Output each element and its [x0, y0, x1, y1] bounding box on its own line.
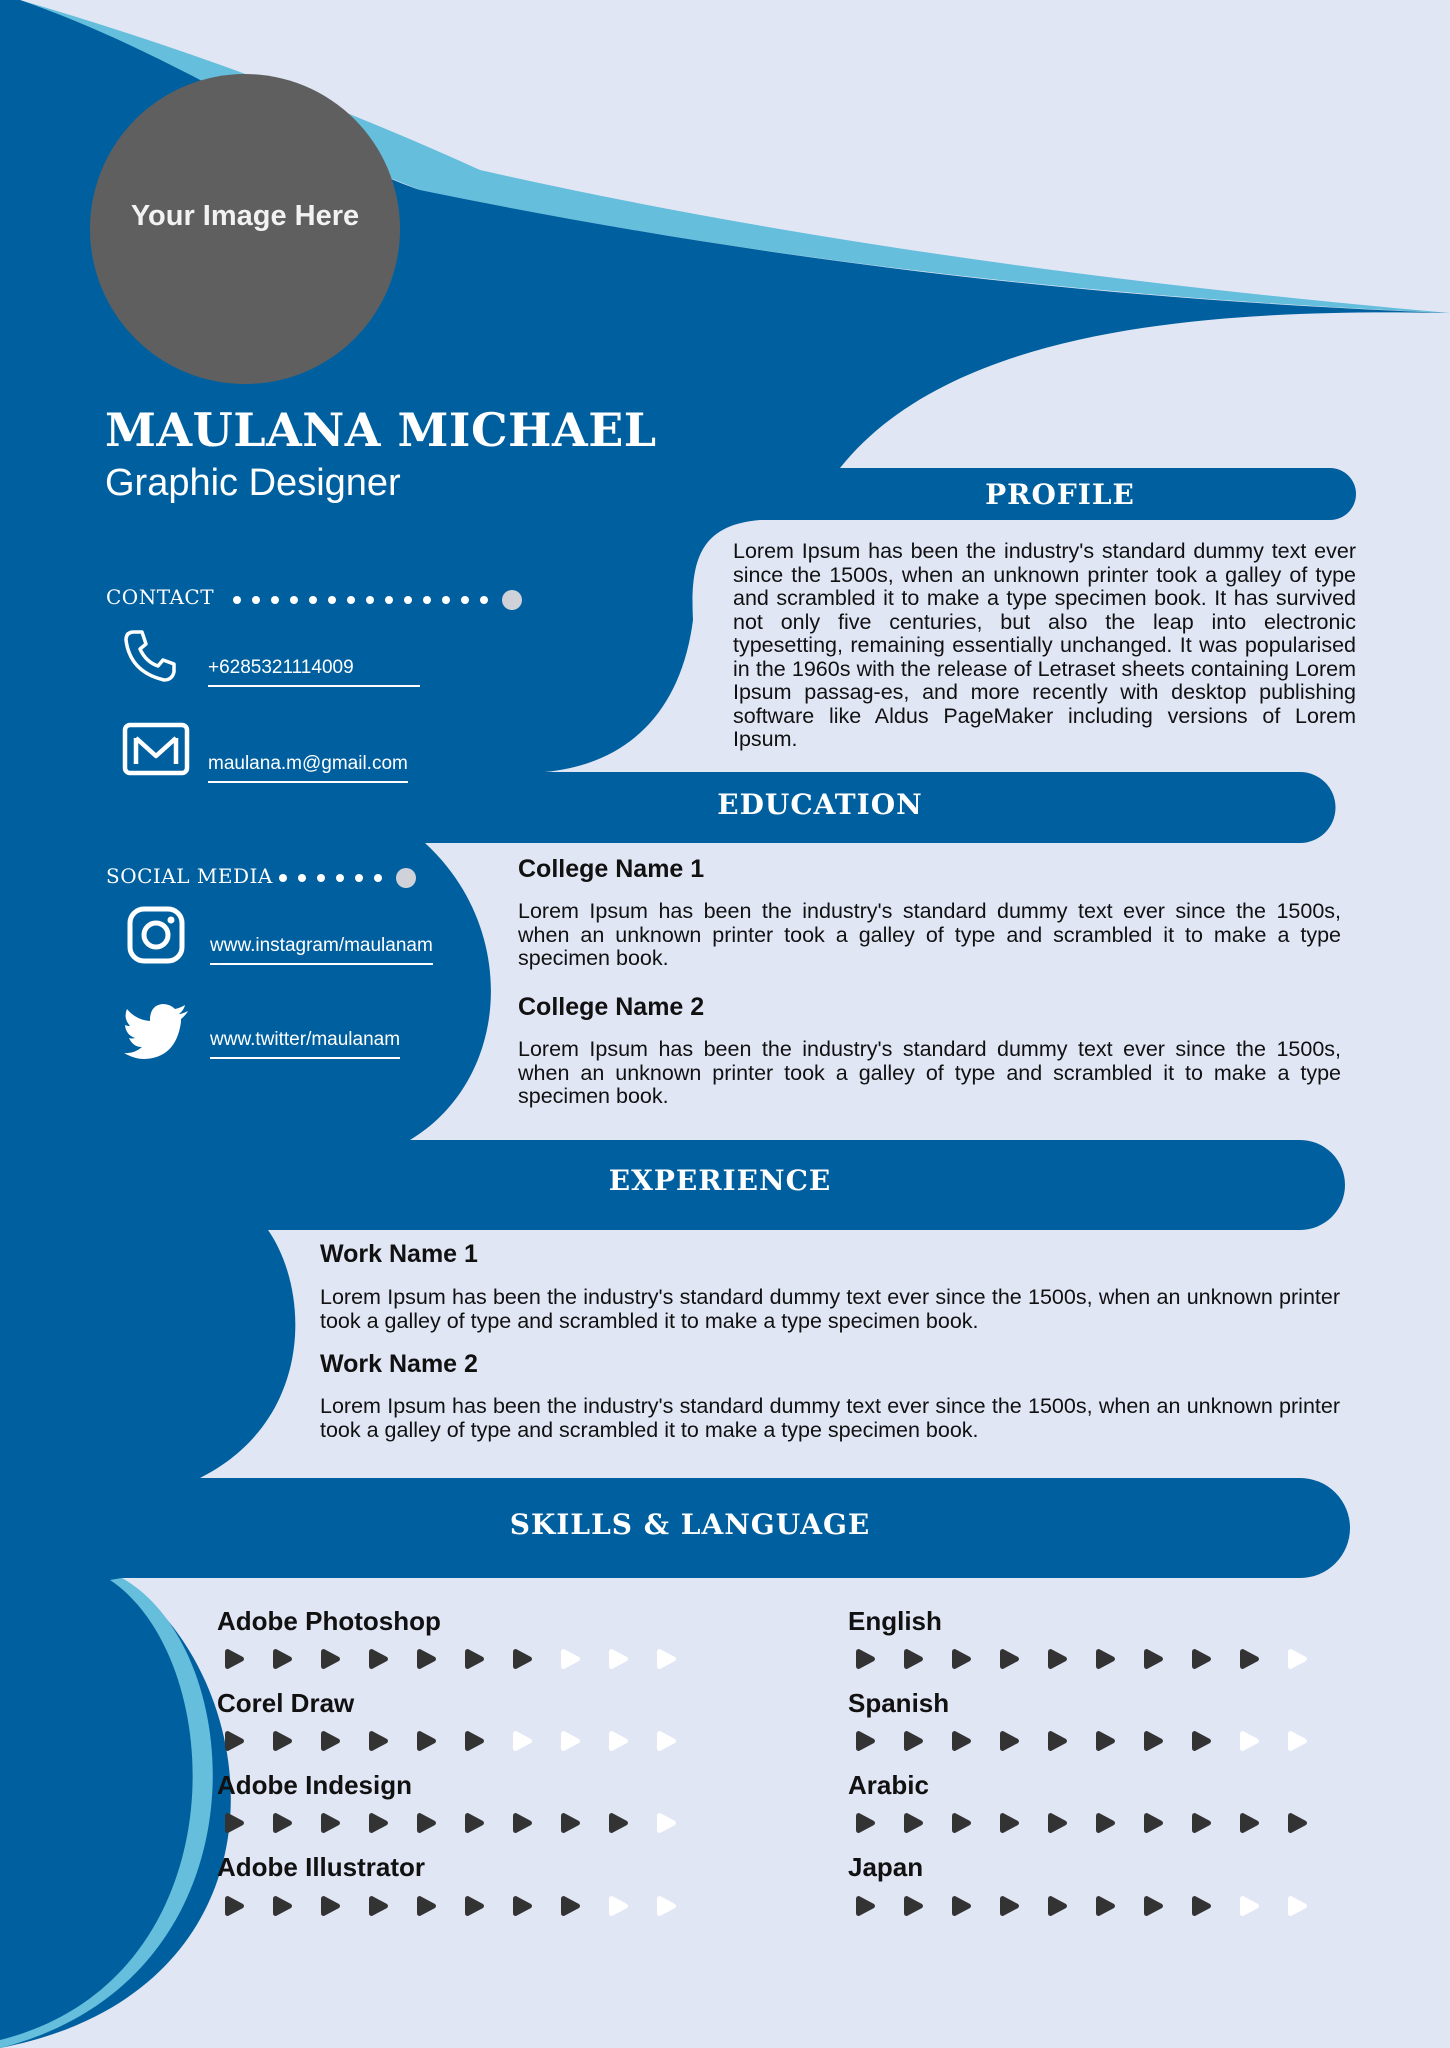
education-item-1-text: Lorem Ipsum has been the industry's standard dummy text ever since the 1500s, when an unknown printer took a galley of type and scrambled it to make a type specimen book. — [518, 899, 1341, 970]
language-rating — [855, 1647, 1335, 1671]
rating-triangle-filled — [999, 1729, 1047, 1753]
rating-triangle-filled — [1191, 1894, 1239, 1918]
rating-triangle-filled — [1095, 1811, 1143, 1835]
rating-triangle-filled — [608, 1811, 656, 1835]
rating-triangle-filled — [1143, 1647, 1191, 1671]
instagram-link[interactable]: www.instagram/maulanam — [210, 935, 433, 965]
rating-triangle-filled — [1143, 1811, 1191, 1835]
rating-triangle-filled — [1239, 1811, 1287, 1835]
rating-triangle-filled — [1047, 1811, 1095, 1835]
phone-icon — [122, 628, 178, 684]
rating-triangle-filled — [368, 1647, 416, 1671]
rating-triangle-filled — [416, 1811, 464, 1835]
rating-triangle-empty — [1287, 1729, 1335, 1753]
rating-triangle-filled — [416, 1894, 464, 1918]
rating-triangle-filled — [1191, 1729, 1239, 1753]
experience-item-1-title: Work Name 1 — [320, 1240, 478, 1268]
rating-triangle-filled — [512, 1811, 560, 1835]
rating-triangle-filled — [368, 1894, 416, 1918]
experience-item-2-title: Work Name 2 — [320, 1350, 478, 1378]
rating-triangle-filled — [903, 1729, 951, 1753]
rating-triangle-filled — [272, 1729, 320, 1753]
rating-triangle-filled — [320, 1811, 368, 1835]
skill-name: Corel Draw — [217, 1688, 355, 1718]
experience-item-2-text: Lorem Ipsum has been the industry's standard dummy text ever since the 1500s, when an unknown printer took a galley of type and scrambled it to make a type specimen book. — [320, 1394, 1340, 1442]
rating-triangle-filled — [903, 1811, 951, 1835]
rating-triangle-filled — [999, 1894, 1047, 1918]
rating-triangle-filled — [320, 1894, 368, 1918]
education-item-1-title: College Name 1 — [518, 855, 705, 883]
instagram-icon — [126, 905, 186, 965]
rating-triangle-filled — [560, 1811, 608, 1835]
rating-triangle-empty — [608, 1894, 656, 1918]
language-name: Arabic — [848, 1770, 929, 1800]
skill-rating — [224, 1729, 704, 1753]
rating-triangle-empty — [656, 1811, 704, 1835]
rating-triangle-filled — [224, 1894, 272, 1918]
rating-triangle-filled — [368, 1729, 416, 1753]
rating-triangle-filled — [272, 1647, 320, 1671]
rating-triangle-filled — [855, 1729, 903, 1753]
rating-triangle-empty — [560, 1647, 608, 1671]
social-divider-dots — [279, 868, 416, 888]
rating-triangle-filled — [951, 1729, 999, 1753]
rating-triangle-empty — [1239, 1894, 1287, 1918]
contact-divider-dots — [233, 590, 522, 610]
skill-name: Adobe Photoshop — [217, 1606, 441, 1636]
rating-triangle-filled — [512, 1647, 560, 1671]
rating-triangle-empty — [1287, 1647, 1335, 1671]
skill-rating — [224, 1647, 704, 1671]
rating-triangle-filled — [272, 1811, 320, 1835]
rating-triangle-filled — [1095, 1729, 1143, 1753]
rating-triangle-filled — [464, 1811, 512, 1835]
rating-triangle-filled — [999, 1811, 1047, 1835]
rating-triangle-filled — [1287, 1811, 1335, 1835]
rating-triangle-filled — [855, 1894, 903, 1918]
rating-triangle-filled — [1191, 1811, 1239, 1835]
language-rating — [855, 1729, 1335, 1753]
email-link[interactable]: maulana.m@gmail.com — [208, 753, 408, 783]
rating-triangle-filled — [1191, 1647, 1239, 1671]
rating-triangle-filled — [464, 1894, 512, 1918]
skill-rating — [224, 1811, 704, 1835]
rating-triangle-filled — [224, 1811, 272, 1835]
rating-triangle-filled — [951, 1894, 999, 1918]
rating-triangle-filled — [224, 1647, 272, 1671]
rating-triangle-empty — [656, 1729, 704, 1753]
language-name: Japan — [848, 1852, 924, 1882]
rating-triangle-filled — [416, 1647, 464, 1671]
twitter-link[interactable]: www.twitter/maulanam — [210, 1029, 400, 1059]
rating-triangle-filled — [272, 1894, 320, 1918]
rating-triangle-filled — [464, 1647, 512, 1671]
rating-triangle-filled — [999, 1647, 1047, 1671]
rating-triangle-filled — [560, 1894, 608, 1918]
experience-item-1-text: Lorem Ipsum has been the industry's standard dummy text ever since the 1500s, when an unknown printer took a galley of type and scrambled it to make a type specimen book. — [320, 1285, 1340, 1333]
envelope-icon — [122, 722, 190, 776]
rating-triangle-empty — [608, 1729, 656, 1753]
rating-triangle-filled — [855, 1647, 903, 1671]
contact-heading: CONTACT — [106, 585, 215, 609]
language-rating — [855, 1894, 1335, 1918]
education-item-2-text: Lorem Ipsum has been the industry's standard dummy text ever since the 1500s, when an unknown printer took a galley of type and scrambled it to make a type specimen book. — [518, 1037, 1341, 1108]
rating-triangle-filled — [903, 1647, 951, 1671]
skill-name: Adobe Indesign — [217, 1770, 412, 1800]
candidate-name: MAULANA MICHAEL — [105, 403, 657, 457]
language-name: English — [848, 1606, 942, 1636]
rating-triangle-empty — [656, 1647, 704, 1671]
skill-name: Adobe Illustrator — [217, 1852, 426, 1882]
rating-triangle-filled — [903, 1894, 951, 1918]
rating-triangle-filled — [320, 1729, 368, 1753]
rating-triangle-filled — [1239, 1647, 1287, 1671]
profile-heading: PROFILE — [985, 478, 1135, 511]
rating-triangle-empty — [1239, 1729, 1287, 1753]
phone-link[interactable]: +6285321114009 — [208, 657, 420, 687]
rating-triangle-filled — [1047, 1894, 1095, 1918]
rating-triangle-filled — [320, 1647, 368, 1671]
skill-rating — [224, 1894, 704, 1918]
language-name: Spanish — [848, 1688, 950, 1718]
rating-triangle-filled — [1047, 1729, 1095, 1753]
rating-triangle-filled — [855, 1811, 903, 1835]
education-heading: EDUCATION — [717, 788, 923, 821]
rating-triangle-filled — [951, 1811, 999, 1835]
candidate-role: Graphic Designer — [105, 462, 401, 504]
rating-triangle-empty — [656, 1894, 704, 1918]
education-item-2-title: College Name 2 — [518, 993, 705, 1021]
rating-triangle-filled — [224, 1729, 272, 1753]
social-media-heading: SOCIAL MEDIA — [106, 864, 273, 888]
rating-triangle-filled — [1143, 1729, 1191, 1753]
rating-triangle-empty — [608, 1647, 656, 1671]
language-rating — [855, 1811, 1335, 1835]
rating-triangle-filled — [1095, 1647, 1143, 1671]
rating-triangle-filled — [512, 1894, 560, 1918]
skills-heading: SKILLS & LANGUAGE — [509, 1508, 871, 1541]
rating-triangle-empty — [1287, 1894, 1335, 1918]
rating-triangle-filled — [1095, 1894, 1143, 1918]
rating-triangle-filled — [1047, 1647, 1095, 1671]
rating-triangle-filled — [368, 1811, 416, 1835]
photo-placeholder-label: Your Image Here — [130, 200, 360, 232]
rating-triangle-empty — [512, 1729, 560, 1753]
rating-triangle-filled — [416, 1729, 464, 1753]
experience-heading: EXPERIENCE — [608, 1164, 832, 1197]
rating-triangle-filled — [1143, 1894, 1191, 1918]
rating-triangle-empty — [560, 1729, 608, 1753]
profile-text: Lorem Ipsum has been the industry's standard dummy text ever since the 1500s, when an unknown printer took a galley of type and scrambled it to make a type specimen book. It has survived not only five centuries, but also the leap into electronic typesetting, remaining essentially unchanged. It was popularised in the 1960s with the release of Letraset sheets containing Lorem Ipsum passag-es, and more recently with desktop publishing software like Aldus PageMaker including versions of Lorem Ipsum. — [733, 539, 1356, 751]
rating-triangle-filled — [951, 1647, 999, 1671]
twitter-bird-icon — [124, 1004, 190, 1060]
rating-triangle-filled — [464, 1729, 512, 1753]
